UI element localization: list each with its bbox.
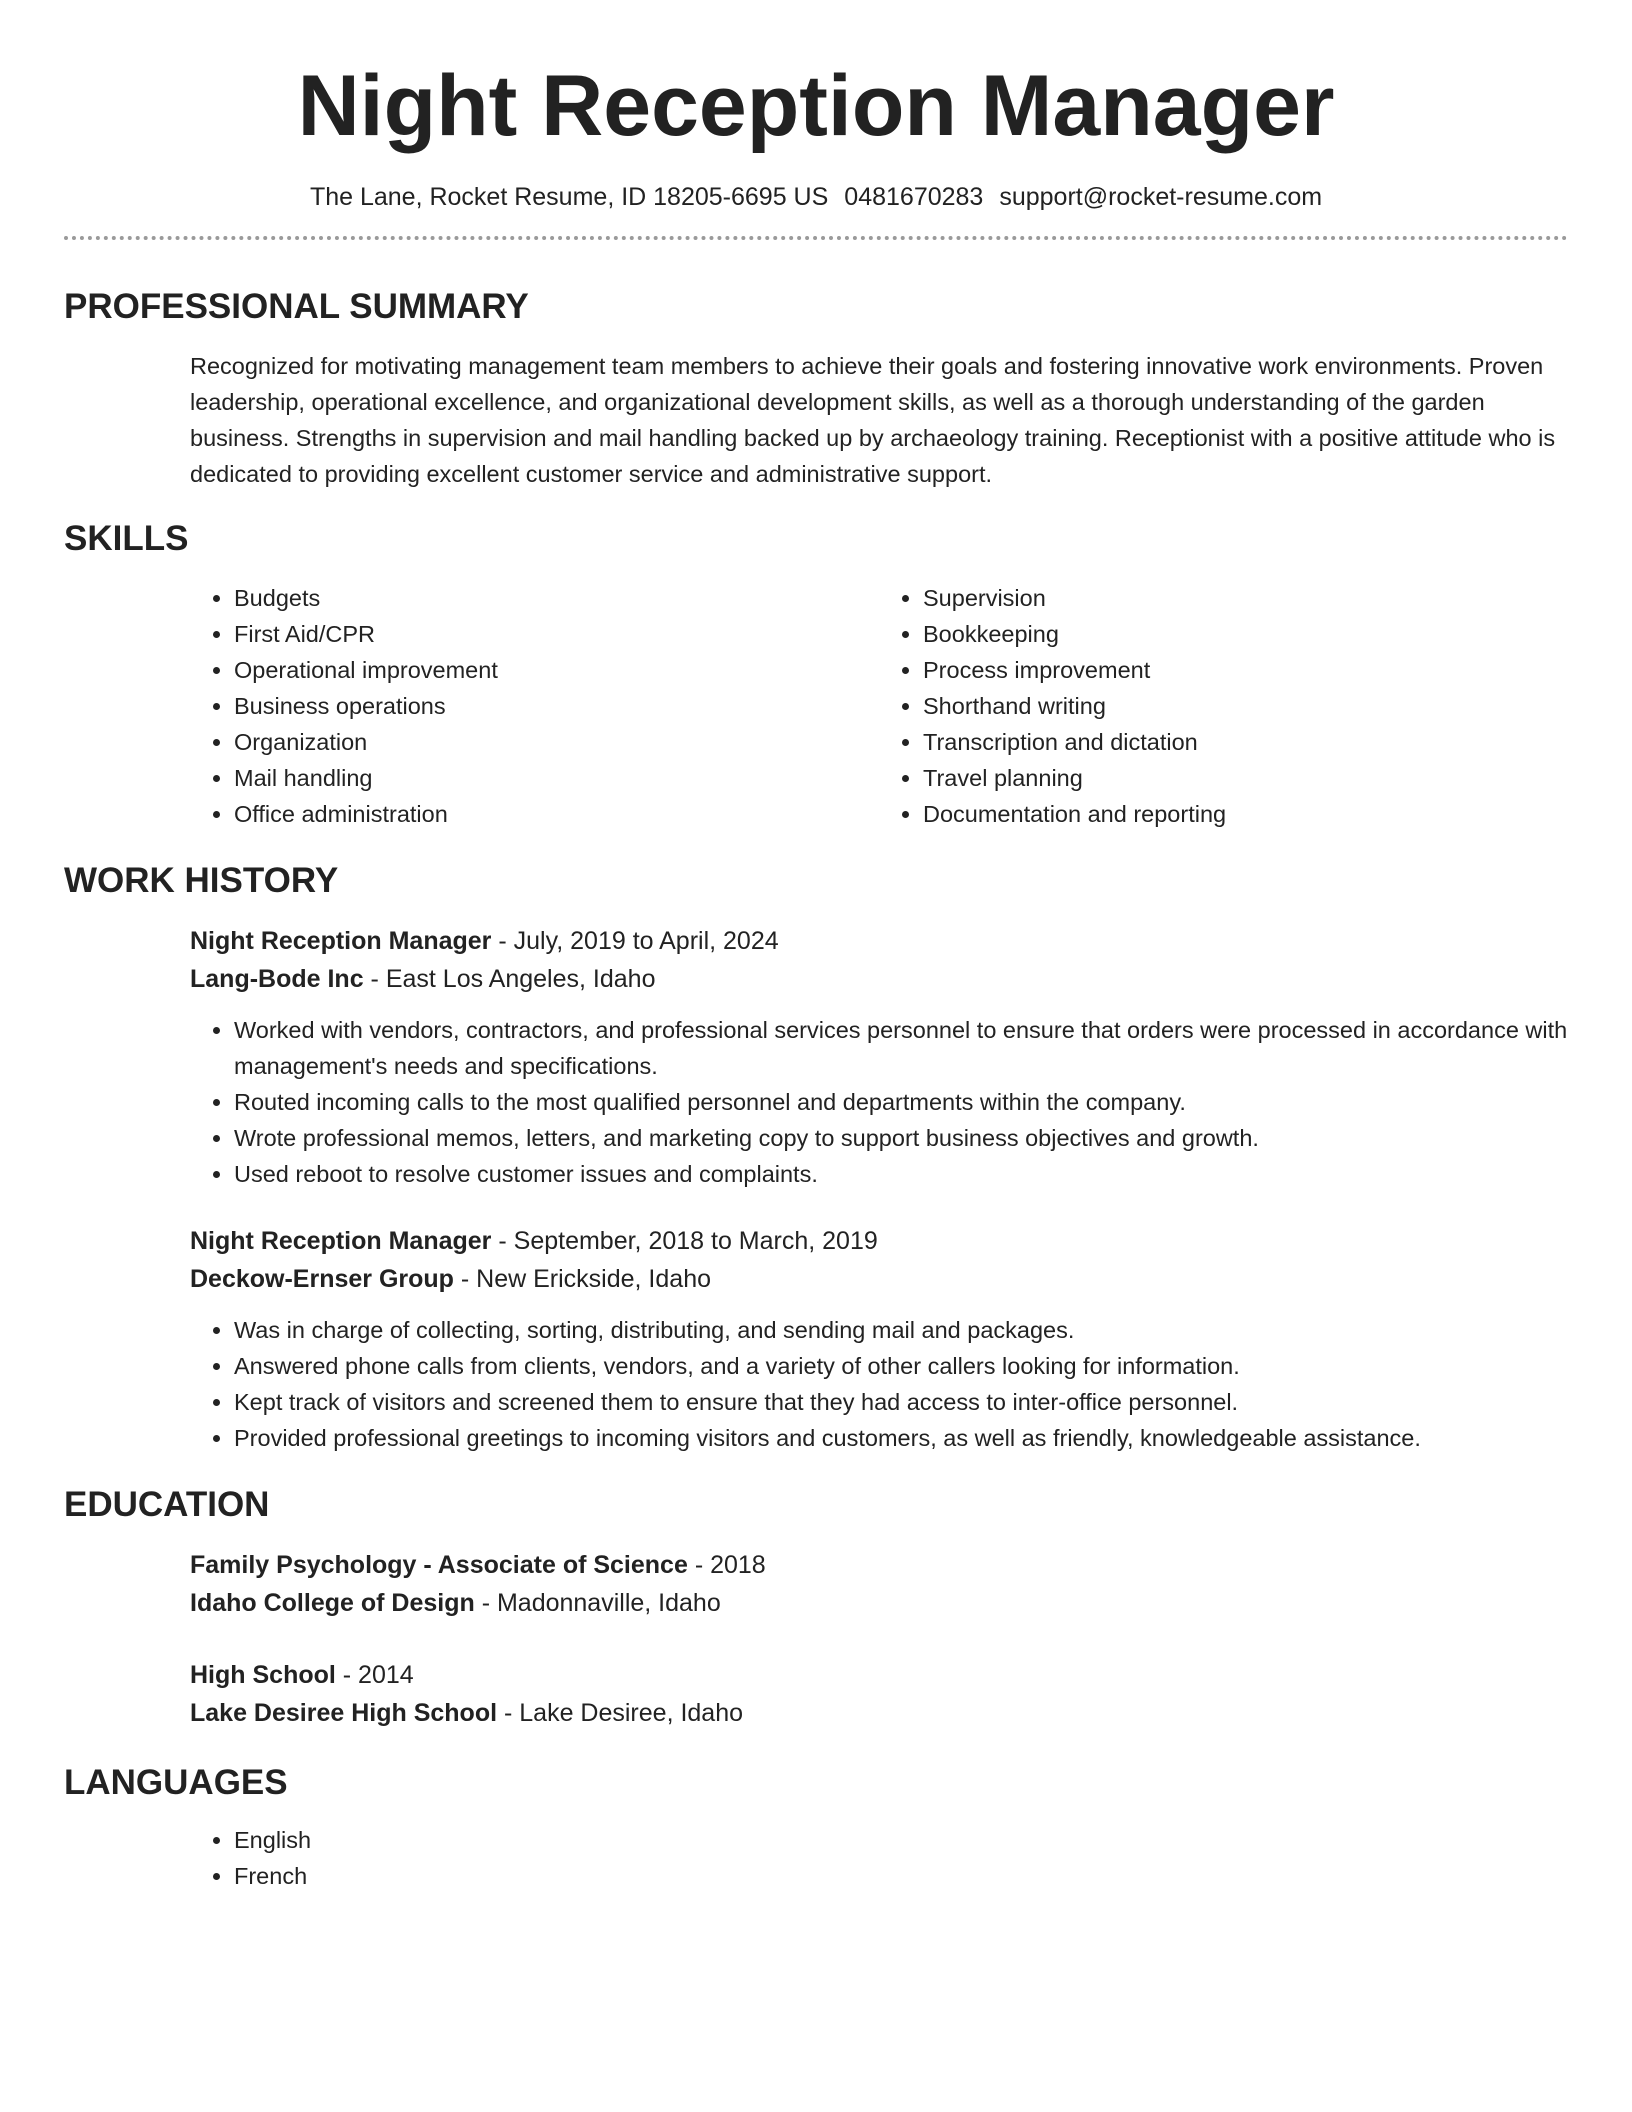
skills-list-right <box>879 580 1568 832</box>
job-dates: - September, 2018 to March, 2019 <box>491 1227 878 1255</box>
education-year: - 2014 <box>335 1661 414 1689</box>
education-degree-line <box>190 1546 1568 1584</box>
job-bullet: • Used reboot to resolve customer issues and complaints. <box>234 1156 1568 1192</box>
education-section <box>64 1484 1568 1732</box>
skill-item: • Mail handling <box>234 760 879 796</box>
job-entry <box>190 1222 1568 1298</box>
job-role: Night Reception Manager <box>190 927 492 955</box>
skill-item: • Documentation and reporting <box>923 796 1568 832</box>
education-degree: Family Psychology - Associate of Science <box>190 1551 688 1579</box>
job-bullet: • Wrote professional memos, letters, and marketing copy to support business objectives and growth. <box>234 1120 1568 1156</box>
language-item: • English <box>234 1822 1568 1858</box>
job-bullet: • Answered phone calls from clients, vendors, and a variety of other callers looking for information. <box>234 1348 1568 1384</box>
skill-item: • Business operations <box>234 688 879 724</box>
job-company-line <box>190 1260 1568 1298</box>
skill-item: • Process improvement <box>923 652 1568 688</box>
work-history-section <box>64 860 1568 1456</box>
skill-item: • First Aid/CPR <box>234 616 879 652</box>
job-entry <box>190 922 1568 998</box>
job-company: Deckow-Ernser Group <box>190 1265 454 1293</box>
candidate-name: Night Reception Manager <box>297 58 1335 154</box>
education-year: - 2018 <box>687 1551 766 1579</box>
education-location: - Lake Desiree, Idaho <box>497 1699 744 1727</box>
education-school-line <box>190 1694 1568 1732</box>
job-bullet: • Was in charge of collecting, sorting, distributing, and sending mail and packages. <box>234 1312 1568 1348</box>
skill-item: • Shorthand writing <box>923 688 1568 724</box>
job-bullet: • Routed incoming calls to the most qualified personnel and departments within the company. <box>234 1084 1568 1120</box>
education-school: Lake Desiree High School <box>190 1699 498 1727</box>
skills-section <box>64 518 1568 832</box>
job-bullet: • Worked with vendors, contractors, and professional services personnel to ensure that orders were processed in accordance with management's needs and specifications. <box>234 1012 1568 1084</box>
languages-heading: LANGUAGES <box>64 1763 288 1802</box>
job-bullets <box>190 1312 1568 1456</box>
job-bullet: • Provided professional greetings to incoming visitors and customers, as well as friendly, knowledgeable assistance. <box>234 1420 1568 1456</box>
languages-section <box>64 1762 1568 1894</box>
education-heading: EDUCATION <box>64 1485 270 1524</box>
skill-item: • Budgets <box>234 580 879 616</box>
job-dates: - July, 2019 to April, 2024 <box>491 927 779 955</box>
education-location: - Madonnaville, Idaho <box>474 1589 721 1617</box>
summary-section <box>64 286 1568 492</box>
job-bullets <box>190 1012 1568 1192</box>
language-item: • French <box>234 1858 1568 1894</box>
skill-item: • Operational improvement <box>234 652 879 688</box>
skills-list-left <box>190 580 879 832</box>
summary-text: Recognized for motivating management team members to achieve their goals and fostering innovative work environments. Proven leadership, operational excellence, and organizational development skills, as well as a thorough understanding of the garden business. Strengths in supervision and mail handling backed up by archaeology training. Receptionist with a positive attitude who is dedicated to providing excellent customer service and administrative support. <box>190 353 1556 487</box>
skill-item: • Transcription and dictation <box>923 724 1568 760</box>
job-company-line <box>190 960 1568 998</box>
skill-item: • Travel planning <box>923 760 1568 796</box>
languages-list <box>190 1822 1568 1894</box>
skill-item: • Office administration <box>234 796 879 832</box>
skills-grid <box>190 580 1568 832</box>
contact-line <box>64 182 1568 212</box>
education-school-line <box>190 1584 1568 1622</box>
summary-heading: PROFESSIONAL SUMMARY <box>64 287 529 326</box>
skill-item: • Organization <box>234 724 879 760</box>
education-school: Idaho College of Design <box>190 1589 475 1617</box>
job-company: Lang-Bode Inc <box>190 965 364 993</box>
job-title-line <box>190 1222 1568 1260</box>
job-role: Night Reception Manager <box>190 1227 492 1255</box>
education-entry <box>190 1656 1568 1732</box>
contact-phone: 0481670283 <box>844 183 984 211</box>
job-location: - New Erickside, Idaho <box>453 1265 711 1293</box>
work-history-heading: WORK HISTORY <box>64 861 339 900</box>
contact-email: support@rocket-resume.com <box>999 183 1323 211</box>
job-bullet: • Kept track of visitors and screened them to ensure that they had access to inter-office personnel. <box>234 1384 1568 1420</box>
skill-item: • Bookkeeping <box>923 616 1568 652</box>
job-title-line <box>190 922 1568 960</box>
contact-address: The Lane, Rocket Resume, ID 18205-6695 US <box>309 183 829 211</box>
header-divider <box>64 236 1568 240</box>
job-location: - East Los Angeles, Idaho <box>363 965 656 993</box>
education-degree-line <box>190 1656 1568 1694</box>
education-degree: High School <box>190 1661 336 1689</box>
skills-heading: SKILLS <box>64 519 189 558</box>
summary-body <box>190 348 1568 492</box>
education-entry <box>190 1546 1568 1622</box>
skill-item: • Supervision <box>923 580 1568 616</box>
